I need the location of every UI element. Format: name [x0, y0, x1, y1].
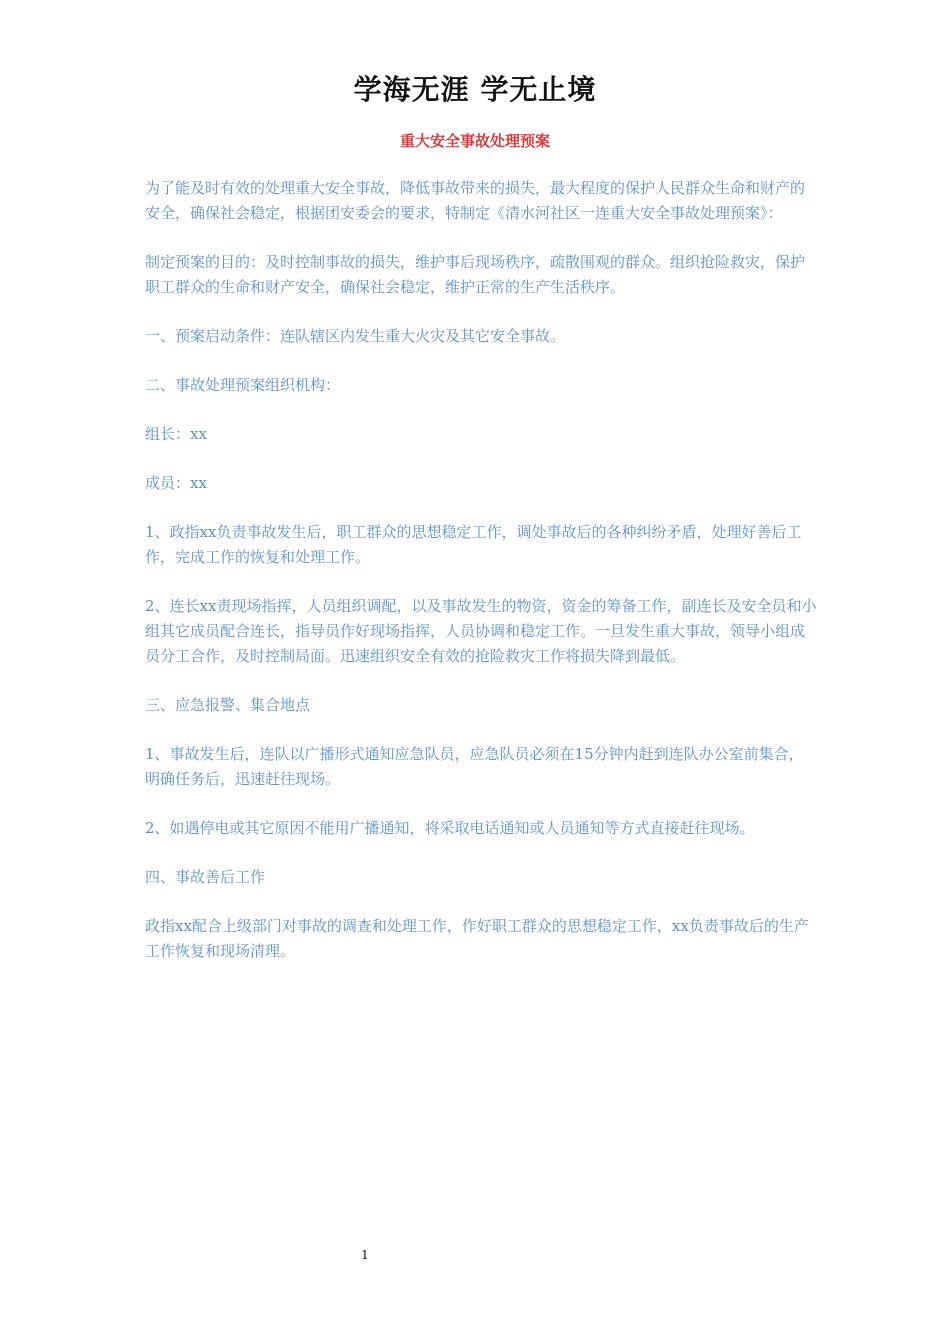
purpose-paragraph: 制定预案的目的：及时控制事故的损失，维护事后现场秩序，疏散围观的群众。组织抢险救灾，保护职工群众的生命和财产安全，确保社会稳定，维护正常的生产生活秩序。 — [145, 253, 806, 296]
alarm-item-1: 1、事故发生后，连队以广播形式通知应急队员，应急队员必须在15分钟内赶到连队办公室前集合，明确任务后，迅速赶往现场。 — [145, 745, 804, 788]
section-3-heading: 三、应急报警、集合地点 — [145, 696, 311, 714]
page-header: 学海无涯 学无止境 — [353, 73, 597, 106]
section-2-heading: 二、事故处理预案组织机构： — [145, 376, 341, 394]
document-title: 重大安全事故处理预案 — [399, 132, 550, 150]
intro-paragraph: 为了能及时有效的处理重大安全事故，降低事故带来的损失，最大程度的保护人民群众生命和财产的安全，确保社会稳定，根据团安委会的要求，特制定《清水河社区一连重大安全事故处理预案》： — [145, 179, 806, 222]
duty-item-2: 2、连长xx责现场指挥，人员组织调配，以及事故发生的物资，资金的筹备工作，副连长及安全员和小组其它成员配合连长，指导员作好现场指挥，人员协调和稳定工作。一旦发生重大事故，领导小组成员分工合作，及时控制局面。迅速组织安全有效的抢险救灾工作将损失降到最低。 — [145, 597, 817, 665]
alarm-item-2: 2、如遇停电或其它原因不能用广播通知，将采取电话通知或人员通知等方式直接赶往现场。 — [145, 819, 755, 837]
section-4-heading: 四、事故善后工作 — [145, 868, 266, 886]
members-line: 成员：xx — [145, 474, 207, 492]
duty-item-1: 1、政指xx负责事故发生后，职工群众的思想稳定工作，调处事故后的各种纠纷矛盾，处理好善后工作，完成工作的恢复和处理工作。 — [145, 523, 802, 566]
document-body — [145, 176, 817, 988]
aftermath-paragraph: 政指xx配合上级部门对事故的调查和处理工作，作好职工群众的思想稳定工作，xx负责事故后的生产工作恢复和现场清理。 — [145, 917, 809, 960]
section-1-heading: 一、预案启动条件：连队辖区内发生重大火灾及其它安全事故。 — [145, 327, 566, 345]
page-number: 1 — [361, 1248, 369, 1262]
leader-line: 组长：xx — [145, 425, 207, 443]
